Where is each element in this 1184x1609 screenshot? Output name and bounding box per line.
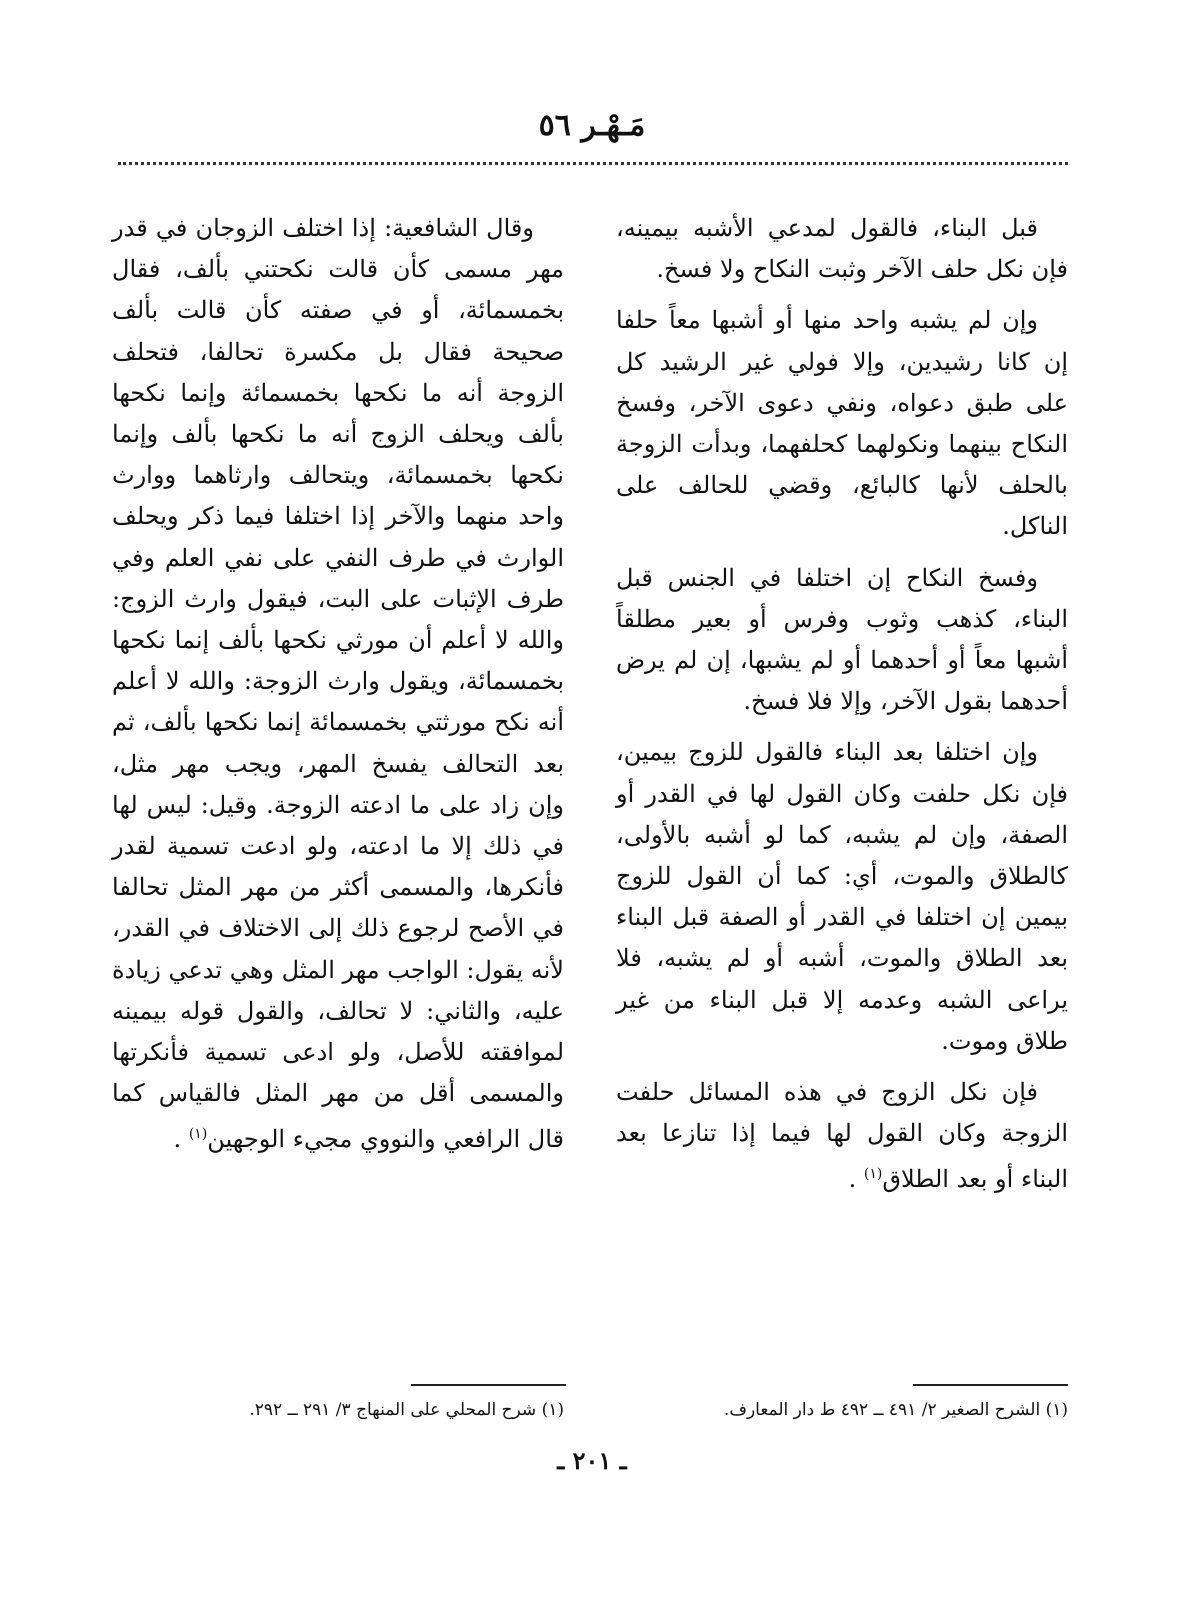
paragraph-text: فإن نكل الزوج في هذه المسائل حلفت الزوجة وكان القول لها فيما إذا تنازعا بعد البناء أو بعد الطلاق <box>616 1078 1068 1194</box>
page-number: ـ ٢٠١ ـ <box>557 1446 627 1475</box>
paragraph-text: وقال الشافعية: إذا اختلف الزوجان في قدر مهر مسمى كأن قالت نكحتني بألف، فقال بخمسمائة، أو في صفته كأن قالت بألف صحيحة فقال بل مكسرة تحالفا، فتحلف الزوجة أنه ما نكحها بخمسمائة وإنما نكحها بألف ويحلف الزوج أنه ما نكحها بألف وإنما نكحها بخمسمائة، ويتحالف وارثاهما ووارث واحد منهما والآخر إذا اختلفا فيما ذكر ويحلف الوارث في طرف النفي على نفي العلم وفي طرف الإثبات على البت، فيقول وارث الزوج: والله لا أعلم أن مورثي نكحها بألف إنما نكحها بخمسمائة، ويقول وارث الزوجة: والله لا أعلم أنه نكح مورثتي بخمسمائة إنما نكحها بألف، ثم بعد التحالف يفسخ المهر، ويجب مهر مثل، وإن زاد على ما ادعته الزوجة. وقيل: ليس لها في ذلك إلا ما ادعته، ولو ادعت تسمية لقدر فأنكرها، والمسمى أكثر من مهر المثل تحالفا في الأصح لرجوع ذلك إلى الاختلاف في القدر، لأنه يقول: الواجب مهر المثل وهي تدعي زيادة عليه، والثاني: لا تحالف، والقول قوله بيمينه لموافقته للأصل، ولو ادعى تسمية فأنكرتها والمسمى أقل من مهر المثل فالقياس كما قال الرافعي والنووي مجيء الوجهين <box>112 214 564 1154</box>
left-column <box>112 208 564 1171</box>
footnote-left: (١) شرح المحلي على المنهاج ٣/ ٢٩١ ــ ٢٩٢. <box>249 1400 564 1420</box>
footnote-divider-left <box>411 1384 566 1386</box>
paragraph-with-footnote <box>616 1072 1068 1201</box>
paragraph: وفسخ النكاح إن اختلفا في الجنس قبل البناء، كذهب وثوب وفرس أو بعير مطلقاً أشبها معاً أو أحدهما أو لم يشبها، إن لم يرض أحدهما بقول الآخر، وإلا فلا فسخ. <box>616 563 1068 716</box>
paragraph-end: . <box>848 1165 857 1194</box>
footnote-marker: (١) <box>188 1126 208 1143</box>
running-header: مَـهْـر ٥٦ <box>538 108 646 143</box>
right-column <box>616 208 1068 1211</box>
paragraph: وإن لم يشبه واحد منها أو أشبها معاً حلفا إن كانا رشيدين، وإلا فولي غير الرشيد كل على طبق دعواه، ونفي دعوى الآخر، وفسخ النكاح بينهما ونكولهما كحلفهما، وبدأت الزوجة بالحلف لأنها كالبائع، وقضي للحالف على الناكل. <box>616 306 1068 541</box>
paragraph-with-footnote <box>112 208 564 1161</box>
paragraph: قبل البناء، فالقول لمدعي الأشبه بيمينه، فإن نكل حلف الآخر وثبت النكاح ولا فسخ. <box>616 214 1068 284</box>
footnote-divider-right <box>913 1384 1068 1386</box>
footnote-marker: (١) <box>863 1166 883 1183</box>
footnote-right: (١) الشرح الصغير ٢/ ٤٩١ ــ ٤٩٢ ط دار المعارف. <box>723 1400 1068 1420</box>
header-dotted-rule <box>118 162 1068 165</box>
paragraph: وإن اختلفا بعد البناء فالقول للزوج بيمين، فإن نكل حلفت وكان القول لها في القدر أو الصفة، وإن لم يشبه، كما لو أشبه بالأولى، كالطلاق والموت، أي: كما أن القول للزوج بيمين إن اختلفا في القدر أو الصفة قبل البناء بعد الطلاق والموت، أشبه أو لم يشبه، فلا يراعى الشبه وعدمه إلا قبل البناء من غير طلاق وموت. <box>616 738 1068 1055</box>
paragraph-end: . <box>173 1125 182 1154</box>
